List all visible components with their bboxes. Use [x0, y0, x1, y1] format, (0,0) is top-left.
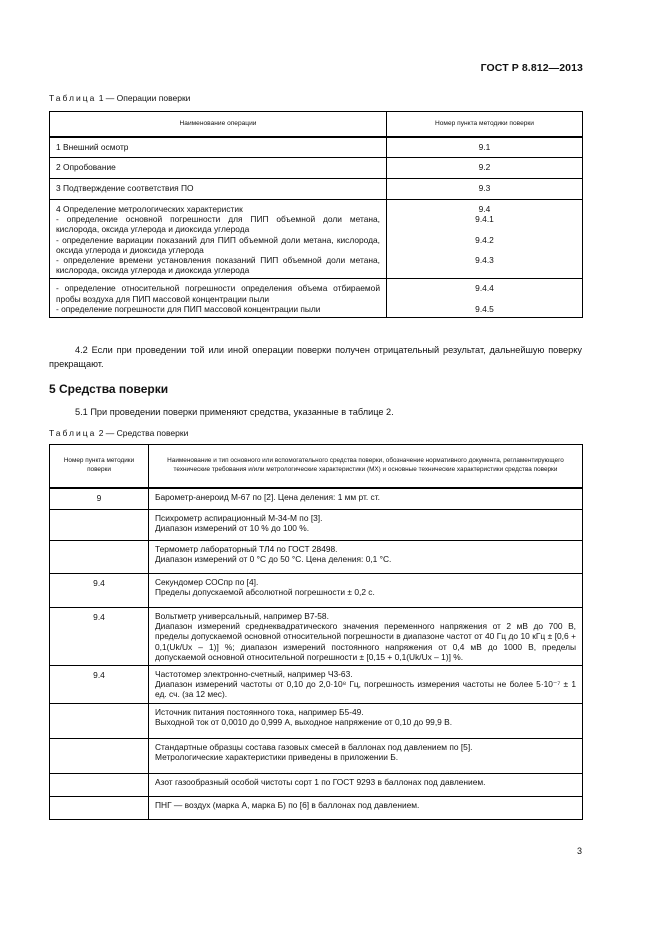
clause-number: 9.4	[50, 574, 149, 608]
table2-caption-text: 2 — Средства поверки	[96, 428, 189, 438]
paragraph-5-1: 5.1 При проведении поверки применяют средства, указанные в таблице 2.	[75, 407, 394, 417]
table-row	[50, 510, 583, 541]
clause-number: 9.4.5	[475, 303, 494, 314]
means-description	[149, 796, 583, 819]
means-line: Диапазон измерений среднеквадратического значения переменного напряжения от 2 мВ до 700 В, пределы допускаемой основной относительной погрешности в диапазоне частот от 40 Гц до 10 кГц ± [0,6 + 0,1(Uk/Ux – 1)] %; диапазон измерений постоянного напряжения от 0,4 мВ до 1000 В, пределы допускаемой основной относительной погрешности ± [0,15 + 0,1(Uk/Ux – 1)] %.	[155, 621, 576, 662]
operation-name: - определение основной погрешности для ПИП объемной доли метана, кислорода, оксида углерода и диоксида углерода	[56, 214, 380, 235]
table2-header-row	[50, 445, 583, 488]
operation-name: 4 Определение метрологических характеристик	[56, 204, 243, 214]
means-description	[149, 608, 583, 666]
means-line: Психрометр аспирационный М-34-М по [3].	[155, 513, 323, 523]
clause-number: 9.4.4	[475, 283, 494, 294]
operation-name: 1 Внешний осмотр	[50, 137, 387, 158]
means-description	[149, 773, 583, 796]
clause-number: 9.1	[387, 137, 583, 158]
clause-number	[50, 541, 149, 574]
means-line: Барометр-анероид М-67 по [2]. Цена деления: 1 мм рт. ст.	[155, 491, 380, 502]
means-line: Выходной ток от 0,0010 до 0,999 А, выходное напряжение от 0,10 до 99,9 В.	[155, 716, 453, 727]
table1-col-operation: Наименование операции	[50, 112, 387, 137]
operation-group	[50, 200, 387, 279]
means-line: Термометр лабораторный ТЛ4 по ГОСТ 28498.	[155, 544, 338, 554]
clause-numbers	[387, 279, 583, 318]
table-row	[50, 608, 583, 666]
table2-caption	[49, 428, 188, 438]
clause-number: 9.4.2	[475, 234, 494, 245]
means-description	[149, 738, 583, 773]
table-row	[50, 200, 583, 279]
table-row	[50, 703, 583, 738]
table-row	[50, 541, 583, 574]
means-line: Азот газообразный особой чистоты сорт 1 по ГОСТ 9293 в баллонах под давлением.	[155, 776, 486, 787]
table1-caption-text: 1 — Операции поверки	[96, 93, 191, 103]
means-line: Диапазон измерений от 10 % до 100 %.	[155, 523, 310, 534]
table-row	[50, 574, 583, 608]
clause-number	[50, 773, 149, 796]
paragraph-4-2: 4.2 Если при проведении той или иной операции поверки получен отрицательный результат, дальнейшую поверку прекращают.	[49, 345, 582, 369]
operations-table	[49, 111, 583, 318]
clause-number	[50, 796, 149, 819]
operation-name: - определение времени установления показаний ПИП объемной доли метана, кислорода, оксида углерода и диоксида углерода	[56, 255, 380, 276]
page-number: 3	[576, 846, 582, 856]
clause-number: 9.4	[50, 608, 149, 666]
clause-number: 9.4.1	[475, 214, 494, 225]
table-row	[50, 158, 583, 179]
clause-number: 9.4.3	[475, 254, 494, 265]
table2-col-clause: Номер пункта методики поверки	[50, 445, 149, 488]
table1-header-row	[50, 112, 583, 137]
clause-number: 9.3	[387, 179, 583, 200]
table-row	[50, 666, 583, 704]
means-description	[149, 574, 583, 608]
means-line: Диапазон измерений от 0 °C до 50 °C. Цена деления: 0,1 °C.	[155, 554, 392, 565]
clause-numbers	[387, 200, 583, 279]
table-row	[50, 279, 583, 318]
means-line: Диапазон измерений частоты от 0,10 до 2,0·10⁸ Гц, погрешность измерения частоты не более 5·10⁻⁷ ± 1 ед. сч. (за 12 мес).	[155, 679, 576, 700]
verification-means-table	[49, 444, 583, 820]
table-row	[50, 738, 583, 773]
clause-number	[50, 703, 149, 738]
means-line: Вольтметр универсальный, например В7-58.	[155, 611, 329, 621]
means-line: Стандартные образцы состава газовых смесей в баллонах под давлением по [5].	[155, 741, 473, 752]
means-line: Пределы допускаемой абсолютной погрешности ± 0,2 с.	[155, 587, 375, 598]
means-description	[149, 703, 583, 738]
table2-caption-word: Таблица	[49, 428, 97, 438]
table-row	[50, 137, 583, 158]
table1-caption-word: Таблица	[49, 93, 97, 103]
means-line: Метрологические характеристики приведены в приложении Б.	[155, 751, 399, 762]
operation-name: 2 Опробование	[50, 158, 387, 179]
means-description	[149, 666, 583, 704]
means-description	[149, 488, 583, 510]
operation-name: - определение погрешности для ПИП массовой концентрации пыли	[56, 303, 321, 314]
means-line: Источник питания постоянного тока, например Б5-49.	[155, 706, 364, 717]
means-line: ПНГ — воздух (марка А, марка Б) по [6] в баллонах под давлением.	[155, 799, 420, 810]
table-row	[50, 179, 583, 200]
table-row	[50, 488, 583, 510]
clause-number: 9	[50, 488, 149, 510]
table1-col-clause: Номер пункта методики поверки	[387, 112, 583, 137]
clause-number	[50, 738, 149, 773]
clause-number: 9.2	[387, 158, 583, 179]
means-description	[149, 510, 583, 541]
table1-caption	[49, 93, 190, 103]
table-row	[50, 796, 583, 819]
table-row	[50, 773, 583, 796]
means-line: Частотомер электронно-счетный, например Ч3-63.	[155, 669, 353, 680]
clause-number: 9.4	[50, 666, 149, 704]
section-5-title: 5 Средства поверки	[49, 382, 169, 396]
standard-designation: ГОСТ Р 8.812—2013	[480, 62, 583, 74]
table2-col-means: Наименование и тип основного или вспомогательного средства поверки, обозначение нормативного документа, регламентирующего технические требования и/или метрологические характеристики (МХ) и основные технические характеристики средства поверки	[149, 445, 583, 488]
operation-name: 3 Подтверждение соответствия ПО	[50, 179, 387, 200]
clause-number	[50, 510, 149, 541]
clause-number: 9.4	[478, 204, 491, 214]
operation-name: - определение относительной погрешности определения объема отбираемой пробы воздуха для ПИП массовой концентрации пыли	[56, 283, 380, 304]
means-line: Секундомер СОСпр по [4].	[155, 577, 259, 587]
means-description	[149, 541, 583, 574]
operation-group	[50, 279, 387, 318]
operation-name: - определение вариации показаний для ПИП объемной доли метана, кислорода, оксида углерода и диоксида углерода	[56, 234, 380, 255]
